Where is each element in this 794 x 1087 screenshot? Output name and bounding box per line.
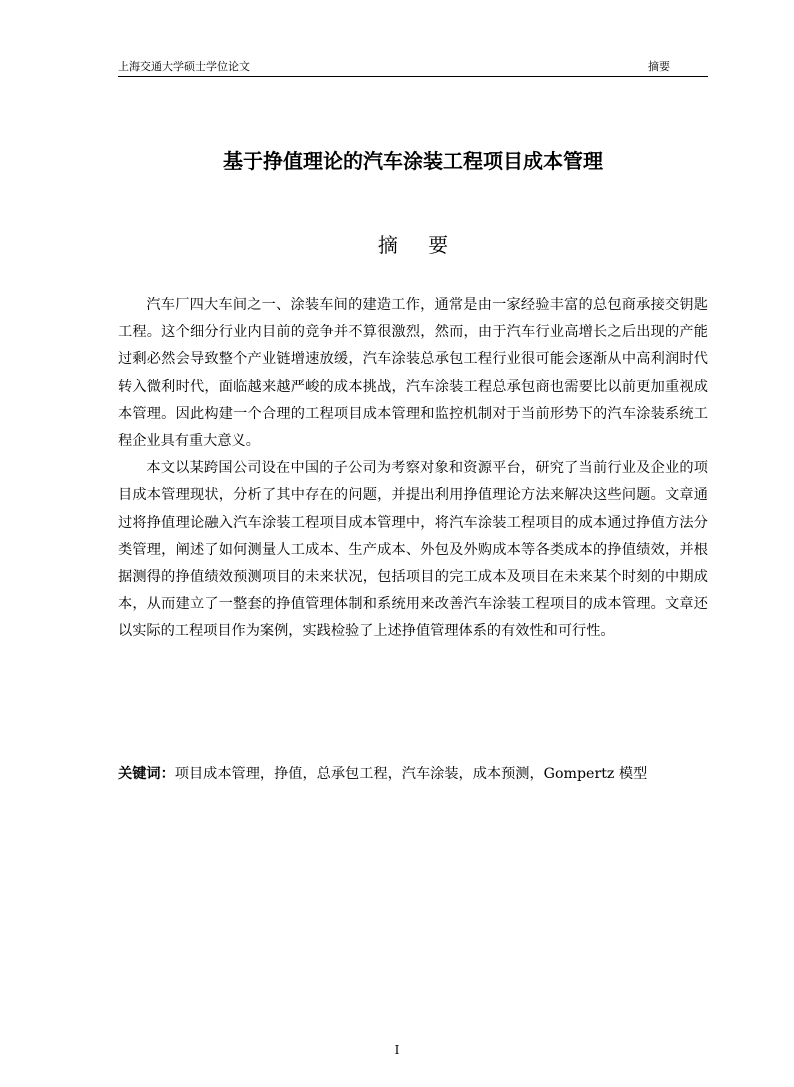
abstract-paragraph-1: 汽车厂四大车间之一、涂装车间的建造工作，通常是由一家经验丰富的总包商承接交钥匙工程。这个细分行业内目前的竞争并不算很激烈，然而，由于汽车行业高增长之后出现的产能过剩必然会导致整个产业链增速放缓，汽车涂装总承包工程行业很可能会逐渐从中高利润时代转入微利时代，面临越来越严峻的成本挑战，汽车涂装工程总承包商也需要比以前更加重视成本管理。因此构建一个合理的工程项目成本管理和监控机制对于当前形势下的汽车涂装系统工程企业具有重大意义。 [118,297,708,450]
keywords-label: 关键词： [118,766,175,782]
header-section-name: 摘要 [648,60,670,73]
header-thesis-name: 上海交通大学硕士学位论文 [118,60,250,73]
abstract-body [118,292,708,646]
abstract-heading: 摘 要 [377,233,461,257]
keywords-text: 项目成本管理，挣值，总承包工程，汽车涂装，成本预测，Gompertz 模型 [174,766,648,782]
page-header [118,56,708,77]
keywords-line [118,762,718,786]
abstract-paragraph-2: 本文以某跨国公司设在中国的子公司为考察对象和资源平台，研究了当前行业及企业的项目成本管理现状，分析了其中存在的问题，并提出利用挣值理论方法来解决这些问题。文章通过将挣值理论融入汽车涂装工程项目成本管理中，将汽车涂装工程项目的成本通过挣值方法分类管理，阐述了如何测量人工成本、生产成本、外包及外购成本等各类成本的挣值绩效，并根据测得的挣值绩效预测项目的未来状况，包括项目的完工成本及项目在未来某个时刻的中期成本，从而建立了一整套的挣值管理体制和系统用来改善汽车涂装工程项目的成本管理。文章还以实际的工程项目作为案例，实践检验了上述挣值管理体系的有效性和可行性。 [118,460,708,640]
thesis-title: 基于挣值理论的汽车涂装工程项目成本管理 [223,149,603,173]
page-number: I [394,1043,400,1057]
